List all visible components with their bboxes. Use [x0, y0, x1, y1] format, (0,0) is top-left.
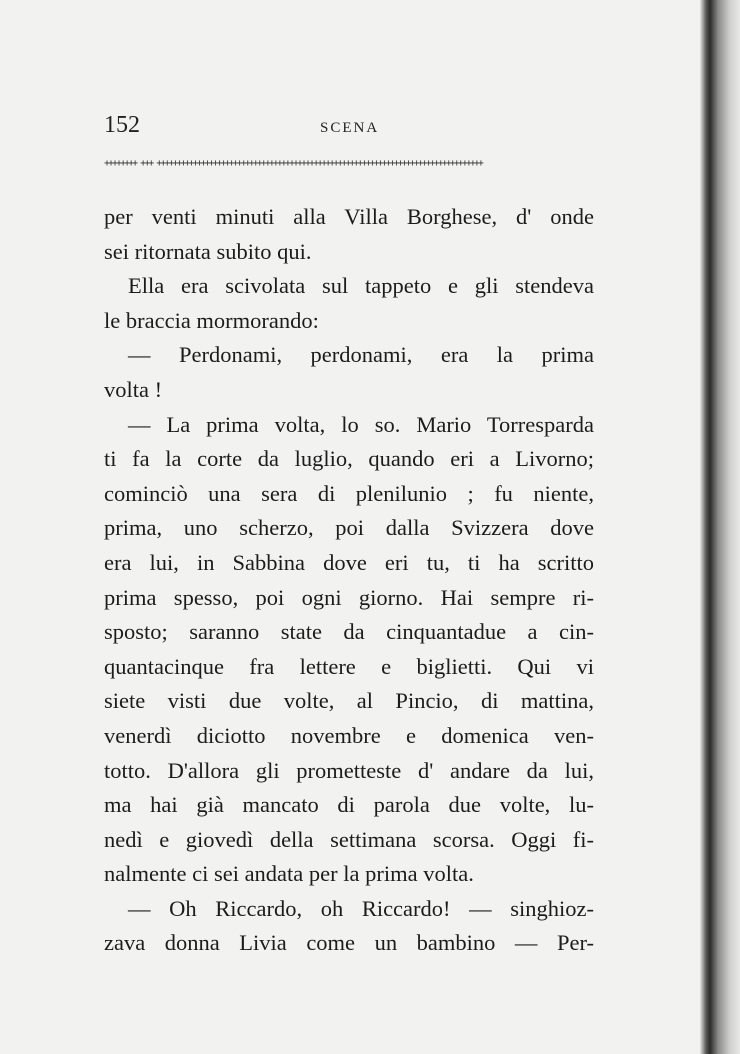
- ornamental-rule: ++++++++ +++ +++++++++++++++++++++++++++++++++++++++++++++++++++++++++++++++++++++++++++++++++: [104, 158, 482, 169]
- text-line: sposto; saranno state da cinquantadue a cin-: [104, 619, 594, 645]
- body-text: [104, 200, 594, 961]
- text-line: prima spesso, poi ogni giorno. Hai sempre ri-: [104, 584, 594, 610]
- text-line: — Perdonami, perdonami, era la prima: [128, 342, 594, 368]
- text-line: per venti minuti alla Villa Borghese, d' onde: [104, 204, 594, 229]
- text-line: — La prima volta, lo so. Mario Torresparda: [128, 411, 594, 437]
- page-header: [104, 112, 594, 142]
- text-line: totto. D'allora gli prometteste d' andare da lui,: [104, 757, 594, 783]
- text-line: Ella era scivolata sul tappeto e gli stendeva: [128, 273, 594, 299]
- text-line: nedì e giovedì della settimana scorsa. Oggi fi-: [104, 826, 594, 852]
- running-head: SCENA: [320, 120, 380, 136]
- text-line: venerdì diciotto novembre e domenica ven-: [104, 722, 594, 748]
- page-number: 152: [104, 112, 140, 138]
- text-line: — Oh Riccardo, oh Riccardo! — singhioz-: [128, 895, 594, 921]
- text-line: volta !: [104, 376, 163, 402]
- text-line: zava donna Livia come un bambino — Per-: [104, 930, 594, 956]
- text-line: sei ritornata subito qui.: [104, 238, 312, 264]
- text-line: nalmente ci sei andata per la prima volta.: [104, 861, 474, 887]
- text-line: ti fa la corte da luglio, quando eri a Livorno;: [104, 446, 594, 472]
- book-binding-edge: [700, 0, 740, 1054]
- text-line: siete visti due volte, al Pincio, di mattina,: [104, 688, 594, 714]
- text-line: cominciò una sera di plenilunio ; fu niente,: [104, 480, 594, 506]
- text-line: prima, uno scherzo, poi dalla Svizzera dove: [104, 515, 594, 541]
- text-line: era lui, in Sabbina dove eri tu, ti ha scritto: [104, 549, 594, 575]
- text-line: le braccia mormorando:: [104, 307, 319, 333]
- text-line: ma hai già mancato di parola due volte, lu-: [104, 792, 594, 818]
- text-line: quantacinque fra lettere e biglietti. Qui vi: [104, 653, 594, 679]
